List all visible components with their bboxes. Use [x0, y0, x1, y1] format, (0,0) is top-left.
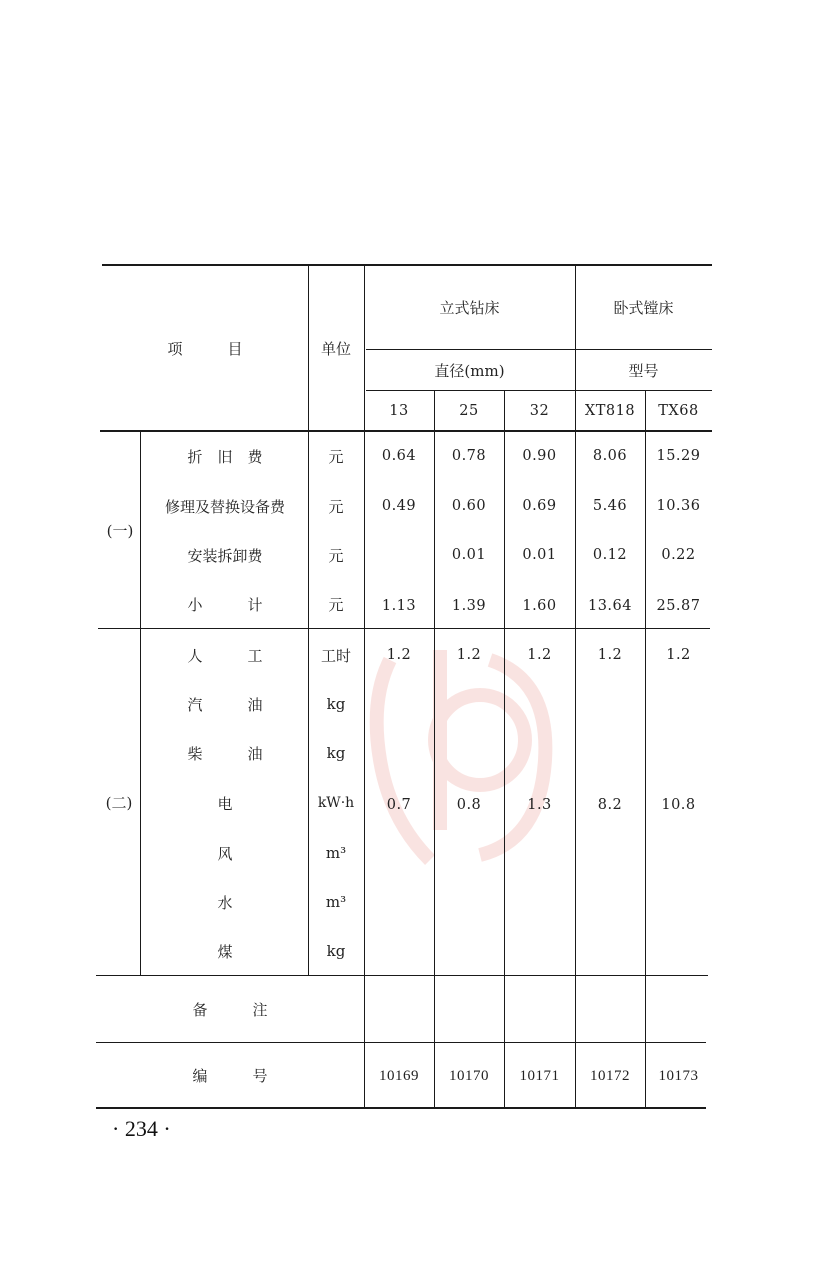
row-name: 水: [217, 893, 233, 912]
col-header-xt818: XT818: [584, 402, 636, 419]
row-value: 0.01: [451, 547, 487, 563]
row-value: 1.2: [597, 647, 623, 663]
row-unit: kg: [326, 942, 346, 960]
row-name: 风: [217, 844, 233, 863]
row-unit: 元: [328, 546, 344, 565]
col-header-25: 25: [459, 402, 479, 419]
row-value: 25.87: [656, 598, 701, 614]
horizontal-boring-header: 卧式镗床: [613, 299, 674, 317]
row-name: 安装拆卸费: [187, 546, 263, 565]
row-value: 0.22: [661, 547, 696, 563]
row-name: 折 旧 费: [187, 447, 263, 466]
code-value: 10171: [519, 1067, 560, 1084]
row-value: 0.90: [522, 448, 557, 464]
row-name: 汽 油: [187, 695, 263, 714]
code-value: 10169: [379, 1067, 419, 1084]
row-value: 1.3: [527, 797, 552, 813]
code-value: 10170: [449, 1067, 489, 1084]
row-unit: 元: [328, 447, 344, 466]
row-value: 10.8: [661, 797, 696, 813]
row-name: 人 工: [187, 646, 263, 665]
diameter-header: 直径(mm): [434, 361, 505, 380]
group1-bottom-rule: [98, 628, 710, 629]
row-name: 小 计: [187, 595, 263, 614]
row-unit: m³: [325, 844, 347, 862]
group-label-2: (二): [105, 793, 133, 812]
vertical-drill-header: 立式钻床: [439, 299, 500, 317]
row-name: 修理及替换设备费: [164, 497, 285, 516]
table-bottom-rule: [96, 1107, 706, 1109]
col-header-32: 32: [529, 402, 550, 419]
model-header: 型号: [628, 361, 659, 380]
row-unit: 元: [328, 497, 344, 516]
group-label-1: (一): [106, 521, 134, 540]
remarks-label: 备 注: [192, 1000, 268, 1019]
row-value: 1.39: [451, 598, 487, 614]
row-value: 1.2: [666, 647, 691, 663]
row-value: 0.64: [381, 448, 417, 464]
row-value: [364, 541, 434, 569]
row-value: 15.29: [656, 448, 701, 464]
row-unit: 工时: [320, 646, 351, 665]
col-header-13: 13: [389, 402, 409, 419]
row-value: 8.2: [597, 797, 623, 813]
row-value: 0.78: [451, 448, 487, 464]
row-value: 0.12: [592, 547, 628, 563]
unit-header: 单位: [320, 339, 351, 358]
row-name: 煤: [217, 942, 233, 961]
row-value: 1.2: [527, 647, 552, 663]
row-value: 0.01: [522, 547, 557, 563]
row-value: 0.8: [456, 797, 482, 813]
item-header: 项 目: [167, 339, 243, 358]
code-value: 10173: [658, 1067, 699, 1084]
row-unit: kW·h: [317, 795, 355, 811]
row-value: 8.06: [592, 448, 628, 464]
row-value: 1.60: [522, 598, 557, 614]
page-number: · 234 ·: [112, 1116, 171, 1141]
row-value: 0.69: [522, 498, 557, 514]
row-name: 电: [217, 794, 233, 813]
row-value: 13.64: [587, 598, 632, 614]
row-value: 1.2: [456, 647, 482, 663]
row-unit: kg: [326, 744, 346, 762]
row-unit: kg: [326, 695, 346, 713]
row-value: 0.60: [451, 498, 487, 514]
row-value: 0.49: [381, 498, 417, 514]
code-value: 10172: [590, 1067, 630, 1084]
codes-label: 编 号: [192, 1066, 268, 1085]
row-value: 5.46: [592, 498, 628, 514]
row-unit: 元: [328, 595, 344, 614]
group-label-separator: [140, 431, 141, 976]
row-value: 10.36: [656, 498, 701, 514]
row-name: 柴 油: [187, 744, 263, 763]
col-header-tx68: TX68: [658, 402, 699, 419]
header-bottom-rule: [100, 430, 712, 432]
row-value: 1.2: [386, 647, 412, 663]
row-unit: m³: [325, 893, 347, 911]
row-value: 0.7: [386, 797, 412, 813]
row-value: 1.13: [381, 598, 417, 614]
